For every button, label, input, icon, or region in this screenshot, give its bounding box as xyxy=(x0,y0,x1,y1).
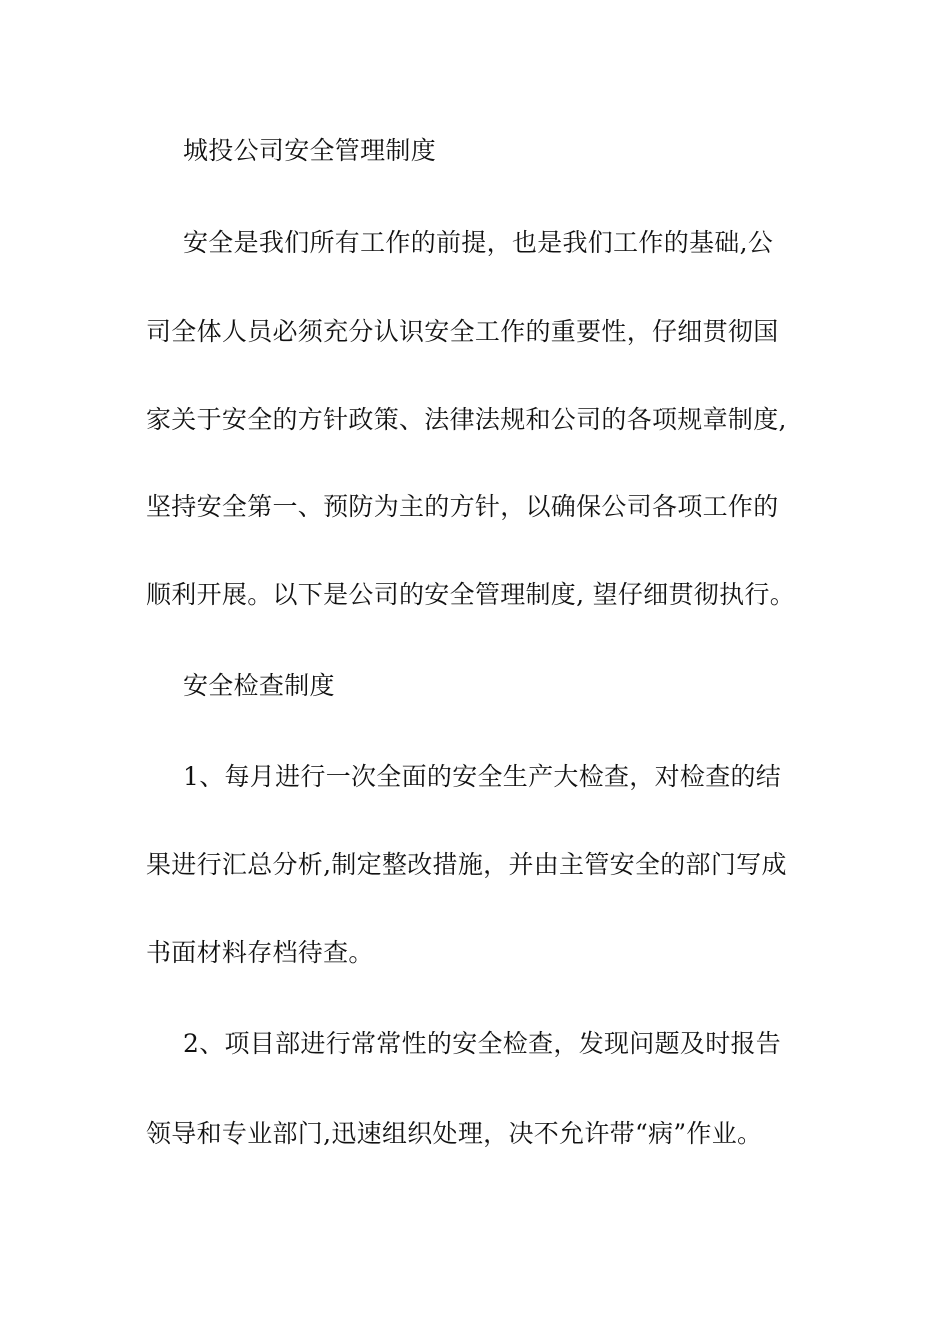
intro-line-5: 顺利开展。以下是公司的安全管理制度, 望仔细贯彻执行。 xyxy=(146,580,795,609)
item1-line-1: 1、每月进行一次全面的安全生产大检查，对检查的结 xyxy=(183,762,782,791)
item2-line-1: 2、项目部进行常常性的安全检查，发现问题及时报告 xyxy=(183,1029,782,1058)
intro-line-1: 安全是我们所有工作的前提，也是我们工作的基础,公 xyxy=(183,228,774,257)
intro-line-3: 家关于安全的方针政策、法律法规和公司的各项规章制度, xyxy=(146,405,787,434)
intro-line-2: 司全体人员必须充分认识安全工作的重要性，仔细贯彻国 xyxy=(146,317,779,346)
item1-line-2: 果进行汇总分析,制定整改措施，并由主管安全的部门写成 xyxy=(146,850,787,879)
item1-line-3: 书面材料存档待查。 xyxy=(146,938,374,967)
item2-line-2: 领导和专业部门,迅速组织处理，决不允许带“病”作业。 xyxy=(146,1119,763,1148)
section-heading: 安全检查制度 xyxy=(183,671,335,700)
document-title: 城投公司安全管理制度 xyxy=(183,136,437,165)
intro-line-4: 坚持安全第一、预防为主的方针，以确保公司各项工作的 xyxy=(146,492,779,521)
